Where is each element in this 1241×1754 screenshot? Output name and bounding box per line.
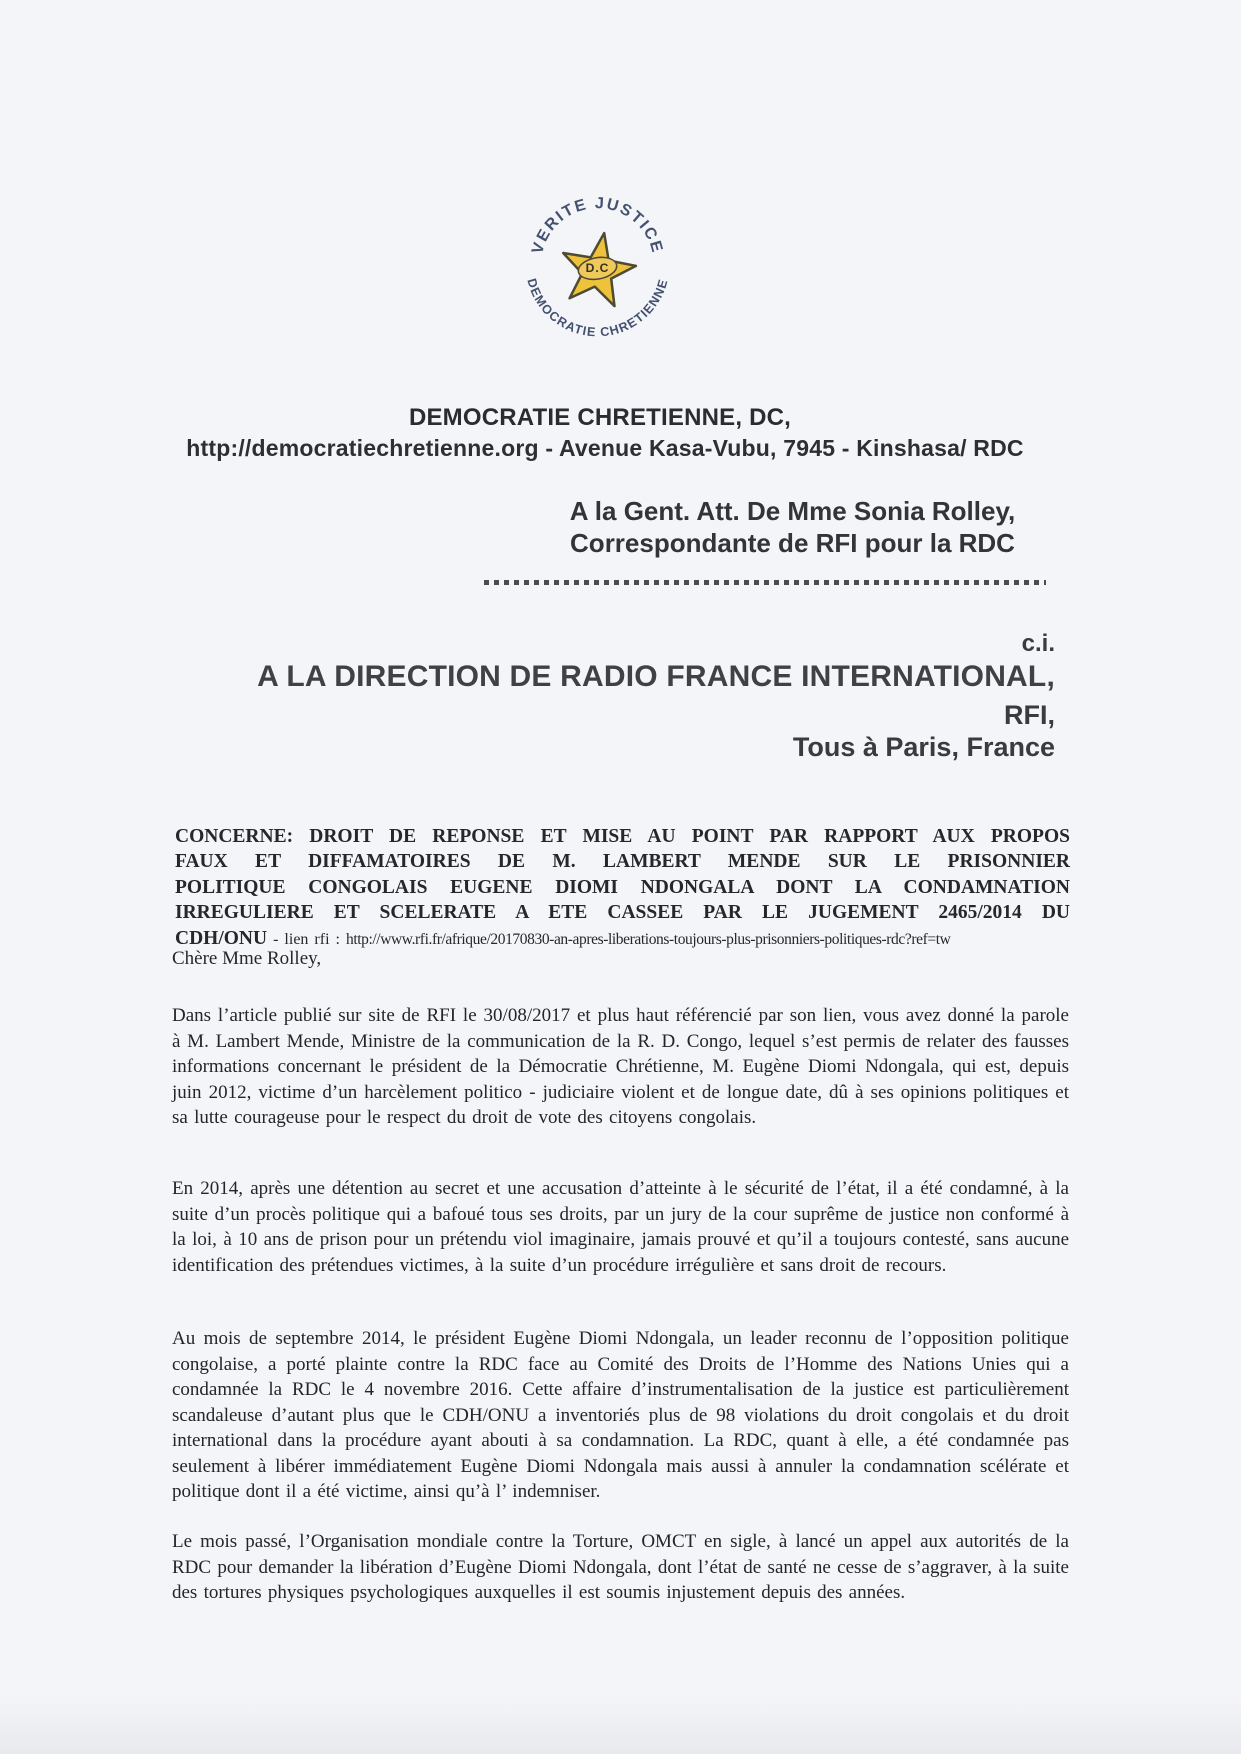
cc-label: c.i. [1021,630,1055,657]
attention-block [520,495,1065,559]
subject-link-label: - lien rfi : [267,930,346,948]
party-logo [515,182,680,347]
body-paragraph-1: Dans l’article publié sur site de RFI le 30/08/2017 et plus haut référencié par son lien, vous avez donné la parole à M. Lambert Mende, Ministre de la communication de la R. D. Congo, lequel s’est permis de relater des fausses informations concernant le président de la Démocratie Chrétienne, M. Eugène Diomi Ndongala, qui est, depuis juin 2012, victime d’un harcèlement politico - judiciaire violent et de longue date, dû à ses opinions politiques et sa lutte courageuse pour le respect du droit de vote des citoyens congolais. [172,1005,1069,1128]
logo-bottom-arc-text: DEMOCRATIE CHRETIENNE [524,276,671,340]
attention-line-1: A la Gent. Att. De Mme Sonia Rolley, [569,496,1016,526]
star-label: D.C [585,261,610,276]
attention-line-2: Correspondante de RFI pour la RDC [570,528,1015,558]
subject-paragraph [175,824,1070,953]
org-address-line: http://democratiechretienne.org - Avenue Kasa-Vubu, 7945 - Kinshasa/ RDC [186,435,1024,461]
direction-line: A LA DIRECTION DE RADIO FRANCE INTERNATIONAL, [257,660,1055,693]
recipient-org-abbr: RFI, [1004,700,1055,730]
recipient-location: Tous à Paris, France [792,732,1055,762]
logo-top-arc-text: VERITE JUSTICE [529,195,666,256]
org-name: DEMOCRATIE CHRETIENNE, DC, [408,404,792,431]
body-paragraph-3: Au mois de septembre 2014, le président Eugène Diomi Ndongala, un leader reconnu de l’opposition politique congolaise, a porté plainte contre la RDC face au Comité des Droits de l’Homme des Nations Unies qui a condamnée la RDC le 4 novembre 2016. Cette affaire d’instrumentalisation de la justice est particulièrement scandaleuse d’autant plus que le CDH/ONU a inventoriés plus de 98 violations du droit congolais et du droit international dans la procédure ayant abouti à sa condamnation. La RDC, quant à elle, a été condamnée pas seulement à libérer immédiatement Eugène Diomi Ndongala mais aussi à annuler la condamnation scélérate et politique dont il a été victime, ainsi qu’à l’ indemniser. [172,1328,1069,1502]
body-paragraph-4: Le mois passé, l’Organisation mondiale contre la Torture, OMCT en sigle, à lancé un appel aux autorités de la RDC pour demander la libération d’Eugène Diomi Ndongala, dont l’état de santé ne cesse de s’aggraver, à la suite des tortures physiques psychologiques auxquelles il est soumis injustement depuis des années. [172,1531,1069,1603]
body-paragraph-2: En 2014, après une détention au secret et une accusation d’atteinte à le sécurité de l’état, il a été condamné, à la suite d’un procès politique qui a bafoué tous ses droits, par un jury de la cour suprême de justice non conformé à la loi, à 10 ans de prison pour un prétendu viol imaginaire, jamais prouvé et qu’il a toujours contesté, sans aucune identification des prétendues victimes, à la suite d’un procédure irrégulière et sans droit de recours. [172,1178,1069,1276]
dotted-separator [484,580,1046,585]
subject-link-url: http://www.rfi.fr/afrique/20170830-an-apres-liberations-toujours-plus-prisonniers-politiques-rdc?ref=tw [345,930,951,948]
subject-main-text: CONCERNE: DROIT DE REPONSE ET MISE AU POINT PAR RAPPORT AUX PROPOS FAUX ET DIFFAMATOIRES DE M. LAMBERT MENDE SUR LE PRISONNIER POLITIQUE CONGOLAIS EUGENE DIOMI NDONGALA DONT LA CONDAMNATION IRREGULIERE ET SCELERATE A ETE CASSEE PAR LE JUGEMENT 2465/2014 DU CDH/ONU [175,825,1070,949]
salutation: Chère Mme Rolley, [172,948,322,969]
